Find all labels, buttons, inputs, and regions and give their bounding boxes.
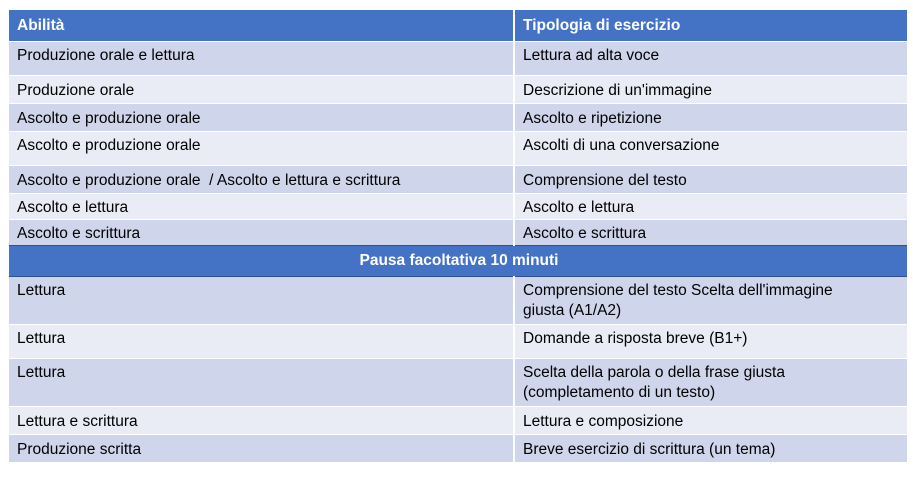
skill-cell: Produzione orale e lettura — [9, 42, 514, 76]
skill-cell: Ascolto e produzione orale / Ascolto e lettura e scrittura — [9, 166, 514, 194]
table-row — [9, 325, 907, 359]
table-row — [9, 104, 907, 132]
exercise-cell: Descrizione di un'immagine — [514, 76, 907, 104]
skill-cell: Lettura e scrittura — [9, 407, 514, 435]
skill-cell: Lettura — [9, 359, 514, 407]
header-tipologia: Tipologia di esercizio — [514, 10, 907, 42]
skill-cell: Ascolto e produzione orale — [9, 132, 514, 166]
exercise-cell: Domande a risposta breve (B1+) — [514, 325, 907, 359]
table-row — [9, 76, 907, 104]
exercise-cell: Comprensione del testo — [514, 166, 907, 194]
table-row — [9, 194, 907, 220]
exercise-line: giusta (A1/A2) — [523, 302, 622, 319]
exam-structure-table — [9, 10, 907, 463]
exercise-cell — [514, 359, 907, 407]
skill-cell: Ascolto e produzione orale — [9, 104, 514, 132]
table-row — [9, 277, 907, 325]
header-abilita: Abilità — [9, 10, 514, 42]
skill-cell: Lettura — [9, 325, 514, 359]
table-row — [9, 359, 907, 407]
exercise-line: Scelta della parola o della frase giusta — [523, 364, 785, 381]
table-row — [9, 166, 907, 194]
table-row — [9, 132, 907, 166]
exercise-line: (completamento di un testo) — [523, 384, 716, 401]
exercise-line: Comprensione del testo Scelta dell'immagine — [523, 282, 833, 299]
exercise-cell: Lettura e composizione — [514, 407, 907, 435]
table-header-row — [9, 10, 907, 42]
skill-cell: Produzione orale — [9, 76, 514, 104]
exercise-cell: Ascolti di una conversazione — [514, 132, 907, 166]
skill-cell: Produzione scritta — [9, 435, 514, 463]
table-row — [9, 407, 907, 435]
exercise-cell: Breve esercizio di scrittura (un tema) — [514, 435, 907, 463]
table-row — [9, 220, 907, 246]
exercise-cell: Lettura ad alta voce — [514, 42, 907, 76]
skill-cell: Lettura — [9, 277, 514, 325]
table-row — [9, 42, 907, 76]
table-row — [9, 435, 907, 463]
skill-cell: Ascolto e scrittura — [9, 220, 514, 246]
pause-row — [9, 246, 907, 277]
exercise-cell — [514, 277, 907, 325]
pause-label: Pausa facoltativa 10 minuti — [9, 246, 907, 277]
exercise-cell: Ascolto e lettura — [514, 194, 907, 220]
skill-cell: Ascolto e lettura — [9, 194, 514, 220]
exercise-cell: Ascolto e ripetizione — [514, 104, 907, 132]
exercise-cell: Ascolto e scrittura — [514, 220, 907, 246]
